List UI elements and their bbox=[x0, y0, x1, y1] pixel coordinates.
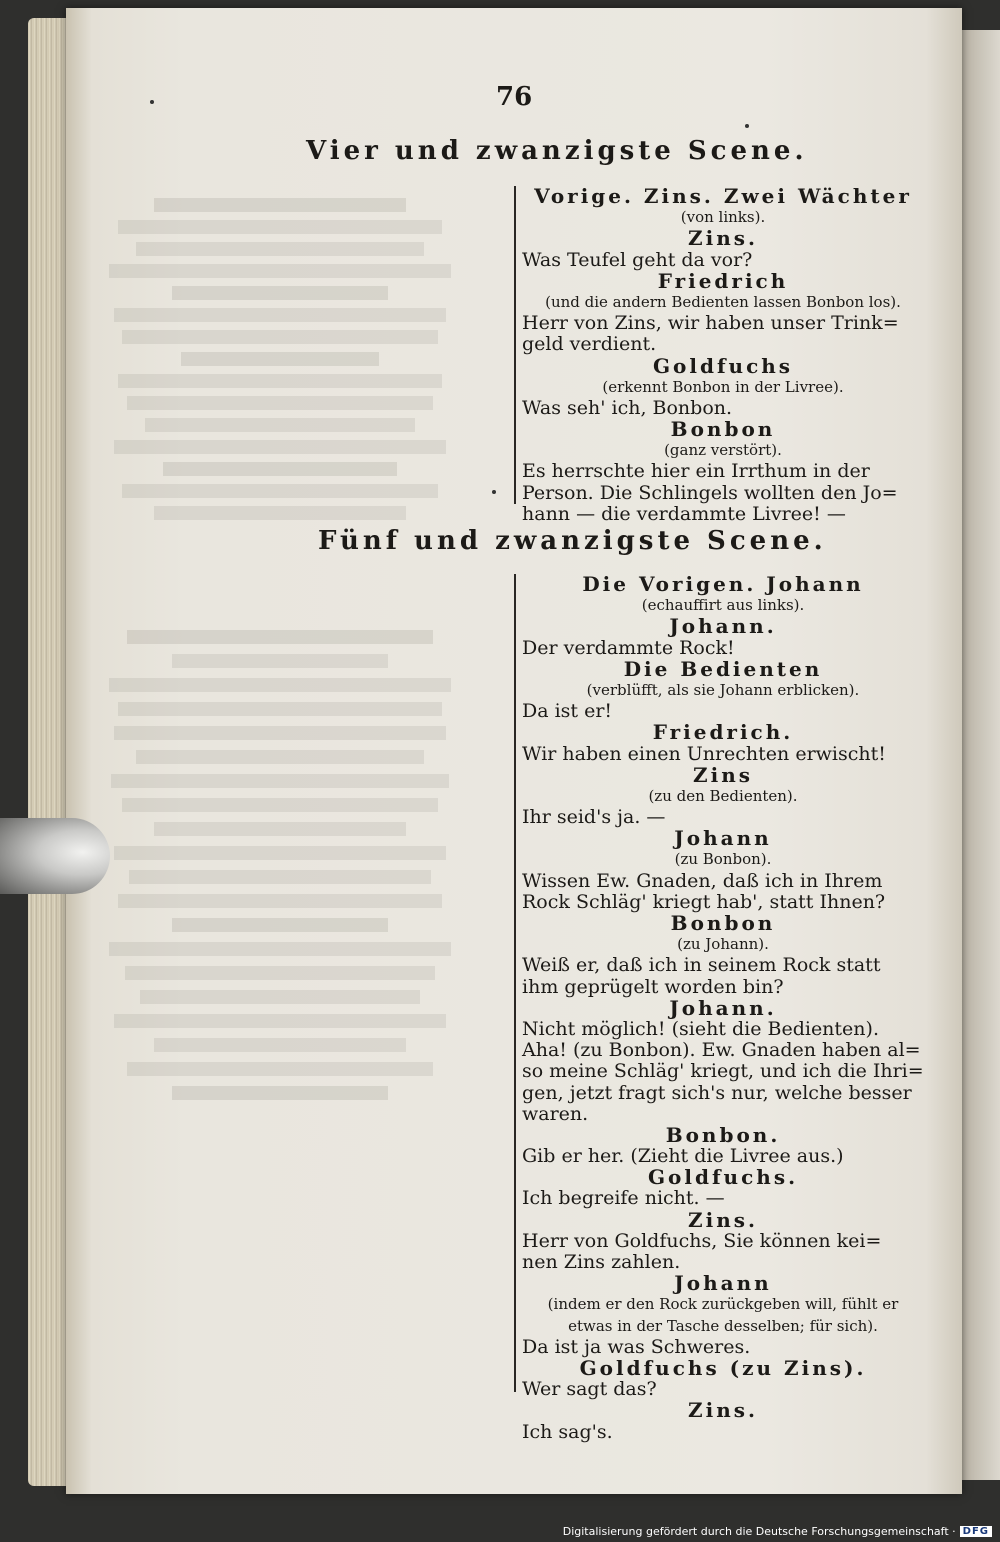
speech-line: Es herrschte hier ein Irrthum in der bbox=[522, 460, 870, 483]
speech-line: Wissen Ew. Gnaden, daß ich in Ihrem bbox=[522, 869, 883, 892]
speaker-line: Zins. bbox=[688, 226, 758, 251]
speaker-line: Johann. bbox=[669, 995, 777, 1020]
facing-page-edge bbox=[962, 30, 1000, 1480]
speaker-line: Goldfuchs (zu Zins). bbox=[579, 1355, 867, 1380]
speech-line: Rock Schläg' kriegt hab', statt Ihnen? bbox=[522, 890, 886, 913]
speaker-line: Bonbon bbox=[670, 911, 776, 935]
speaker-line: Goldfuchs. bbox=[647, 1165, 799, 1190]
speaker-line: Vorige. Zins. Zwei Wächter bbox=[534, 184, 912, 208]
speech-line: Herr von Goldfuchs, Sie können kei= bbox=[522, 1229, 882, 1252]
ink-speck bbox=[150, 100, 154, 104]
direction-line: (zu den Bedienten). bbox=[648, 786, 798, 805]
speaker-line: Johann bbox=[674, 826, 772, 851]
speech-line: gen, jetzt fragt sich's nur, welche besser bbox=[522, 1081, 912, 1104]
speech-line: Da ist ja was Schweres. bbox=[522, 1335, 751, 1358]
speech-line: Der verdammte Rock! bbox=[522, 636, 735, 659]
speech-line: Was seh' ich, Bonbon. bbox=[522, 396, 733, 419]
direction-line: (erkennt Bonbon in der Livree). bbox=[602, 377, 844, 396]
speech-line: Aha! (zu Bonbon). Ew. Gnaden haben al= bbox=[522, 1039, 921, 1062]
speech-line: hann — die verdammte Livree! — bbox=[522, 502, 846, 525]
direction-line: (und die andern Bedienten lassen Bonbon los). bbox=[545, 292, 901, 311]
bleed-through-texture-lower bbox=[100, 620, 460, 1380]
speech-line: Ich sag's. bbox=[522, 1420, 613, 1443]
column-rule-scene-25 bbox=[514, 574, 516, 1392]
scene-25-title: Fünf und zwanzigste Scene. bbox=[318, 526, 827, 556]
speech-line: geld verdient. bbox=[522, 333, 657, 356]
speech-line: ihm geprügelt worden bin? bbox=[522, 975, 784, 998]
speech-line: so meine Schläg' kriegt, und ich die Ihri= bbox=[522, 1060, 924, 1083]
scanner-finger bbox=[0, 818, 110, 894]
direction-line: (echauffirt aus links). bbox=[641, 596, 805, 615]
scene-24-title: Vier und zwanzigste Scene. bbox=[306, 136, 808, 166]
direction-line: (zu Bonbon). bbox=[674, 850, 772, 869]
scene-25-text bbox=[522, 574, 924, 1443]
ink-speck bbox=[745, 124, 749, 128]
speaker-line: Friedrich. bbox=[652, 720, 794, 745]
speaker-line: Bonbon bbox=[670, 417, 776, 442]
direction-line: (indem er den Rock zurückgeben will, fühlt er bbox=[547, 1295, 899, 1314]
speech-line: Herr von Zins, wir haben unser Trink= bbox=[522, 312, 899, 335]
scene-24-text bbox=[522, 186, 924, 525]
speech-line: Ihr seid's ja. — bbox=[522, 806, 666, 829]
speech-line: waren. bbox=[522, 1102, 589, 1125]
speech-line: nen Zins zahlen. bbox=[522, 1251, 681, 1273]
speech-line: Ich begreife nicht. — bbox=[522, 1187, 725, 1210]
direction-line: (von links). bbox=[680, 208, 766, 227]
direction-line: (verblüfft, als sie Johann erblicken). bbox=[586, 680, 860, 699]
direction-line: (zu Johann). bbox=[677, 935, 769, 954]
speaker-line: Bonbon. bbox=[665, 1122, 781, 1147]
speech-line: Nicht möglich! (sieht die Bedienten). bbox=[522, 1017, 879, 1040]
speaker-line: Zins. bbox=[688, 1207, 758, 1232]
speech-line: Was Teufel geht da vor? bbox=[522, 248, 753, 271]
dfg-logo: DFG bbox=[960, 1526, 992, 1537]
speech-line: Gib er her. (Zieht die Livree aus.) bbox=[522, 1145, 844, 1168]
speaker-line: Johann bbox=[674, 1271, 772, 1296]
speaker-line: Goldfuchs bbox=[652, 353, 794, 378]
column-rule-scene-24 bbox=[514, 186, 516, 504]
speaker-line: Johann. bbox=[669, 614, 777, 639]
footer-credit: Digitalisierung gefördert durch die Deutsche Forschungsgemeinschaft · bbox=[562, 1525, 956, 1538]
speech-line: Person. Die Schlingels wollten den Jo= bbox=[522, 481, 898, 504]
direction-line: etwas in der Tasche desselben; für sich). bbox=[568, 1316, 878, 1335]
speaker-line: Die Vorigen. Johann bbox=[582, 572, 864, 596]
speech-line: Weiß er, daß ich in seinem Rock statt bbox=[522, 954, 881, 977]
direction-line: (ganz verstört). bbox=[664, 441, 782, 460]
ink-speck bbox=[492, 490, 496, 494]
speech-line: Da ist er! bbox=[522, 700, 613, 723]
speaker-line: Zins. bbox=[688, 1398, 758, 1423]
speaker-line: Die Bedienten bbox=[623, 656, 823, 681]
speaker-line: Friedrich bbox=[657, 268, 789, 293]
speaker-line: Zins bbox=[693, 762, 753, 787]
speech-line: Wer sagt das? bbox=[522, 1378, 657, 1401]
digitization-footer bbox=[563, 1525, 992, 1538]
page-number: 76 bbox=[496, 82, 533, 112]
speech-line: Wir haben einen Unrechten erwischt! bbox=[522, 742, 886, 765]
